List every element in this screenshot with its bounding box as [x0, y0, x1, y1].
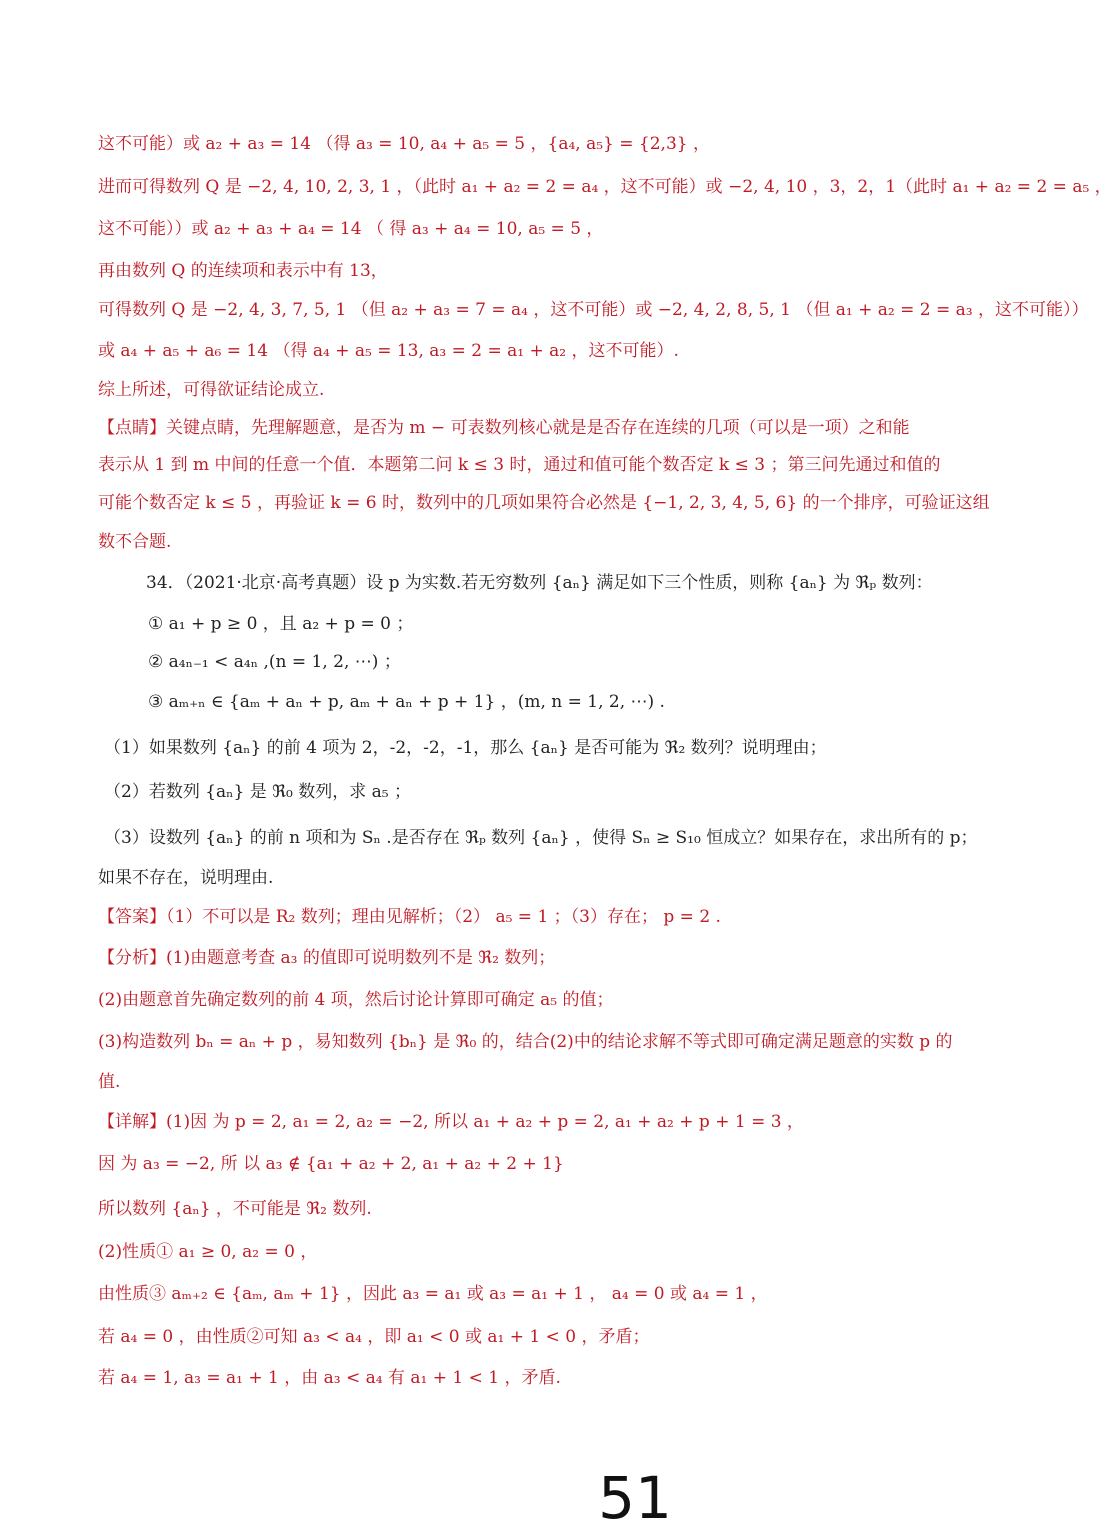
- text-line: 因 为 a₃ = −2, 所 以 a₃ ∉ {a₁ + a₂ + 2, a₁ + a₂ + 2 + 1}: [98, 1154, 564, 1174]
- subquestion-1: （1）如果数列 {aₙ} 的前 4 项为 2，-2，-2，-1，那么 {aₙ} 是否可能为 ℜ₂ 数列？说明理由；: [104, 738, 827, 758]
- subquestion-3: （3）设数列 {aₙ} 的前 n 项和为 Sₙ .是否存在 ℜₚ 数列 {aₙ} ，使得 Sₙ ≥ S₁₀ 恒成立？如果存在，求出所有的 p；: [104, 828, 978, 848]
- answer-line: 【答案】（1）不可以是 R₂ 数列；理由见解析；（2） a₅ = 1 ；（3）存在； p = 2 .: [98, 907, 721, 927]
- text-line: 这不可能））或 a₂ + a₃ + a₄ = 14 （ 得 a₃ + a₄ = 10, a₅ = 5 ，: [98, 219, 604, 239]
- text-line: 进而可得数列 Q 是 −2, 4, 10, 2, 3, 1 ，（此时 a₁ + a₂ = 2 = a₄ ，这不可能）或 −2, 4, 10 ，3，2，1（此时 a₁ + a₂ = 2 = a₅ ，: [98, 177, 1112, 197]
- question-title: 34．（2021·北京·高考真题）设 p 为实数.若无穷数列 {aₙ} 满足如下三个性质，则称 {aₙ} 为 ℜₚ 数列：: [146, 573, 933, 593]
- text-line: 【点睛】关键点睛，先理解题意，是否为 m − 可表数列核心就是是否存在连续的几项（可以是一项）之和能: [98, 418, 910, 438]
- solution-line: 【详解】(1)因 为 p = 2, a₁ = 2, a₂ = −2, 所以 a₁ + a₂ + p = 2, a₁ + a₂ + p + 1 = 3 ，: [98, 1112, 804, 1132]
- text-line: 由性质③ aₘ₊₂ ∈ {aₘ, aₘ + 1} ，因此 a₃ = a₁ 或 a₃ = a₁ + 1 ， a₄ = 0 或 a₄ = 1 ，: [98, 1284, 768, 1304]
- text-line: 可得数列 Q 是 −2, 4, 3, 7, 5, 1 （但 a₂ + a₃ = 7 = a₄ ，这不可能）或 −2, 4, 2, 8, 5, 1 （但 a₁ + a₂ = 2 = a₃ ，这不可能））: [98, 300, 1089, 320]
- property-2: ② a₄ₙ₋₁ < a₄ₙ ,(n = 1, 2, ⋯) ；: [148, 652, 401, 672]
- text-line: 综上所述，可得欲证结论成立.: [98, 380, 325, 400]
- text-line: (3)构造数列 bₙ = aₙ + p ，易知数列 {bₙ} 是 ℜ₀ 的，结合(2)中的结论求解不等式即可确定满足题意的实数 p 的: [98, 1032, 953, 1052]
- text-line: 数不合题.: [98, 532, 172, 552]
- page-number: 51: [598, 1464, 672, 1532]
- text-line: 所以数列 {aₙ} ，不可能是 ℜ₂ 数列.: [98, 1199, 372, 1219]
- analysis-line: 【分析】(1)由题意考查 a₃ 的值即可说明数列不是 ℜ₂ 数列；: [98, 948, 556, 968]
- text-line: 这不可能）或 a₂ + a₃ = 14 （得 a₃ = 10, a₄ + a₅ = 5 ，{a₄, a₅} = {2,3} ，: [98, 134, 710, 154]
- text-line: 表示从 1 到 m 中间的任意一个值．本题第二问 k ≤ 3 时，通过和值可能个数否定 k ≤ 3 ；第三问先通过和值的: [98, 455, 941, 475]
- text-line: 若 a₄ = 0 ，由性质②可知 a₃ < a₄ ，即 a₁ < 0 或 a₁ + 1 < 0 ，矛盾；: [98, 1327, 650, 1347]
- subquestion-2: （2）若数列 {aₙ} 是 ℜ₀ 数列，求 a₅ ；: [104, 782, 411, 802]
- text-line: 可能个数否定 k ≤ 5 ，再验证 k = 6 时，数列中的几项如果符合必然是 {−1, 2, 3, 4, 5, 6} 的一个排序，可验证这组: [98, 493, 990, 513]
- text-line: 或 a₄ + a₅ + a₆ = 14 （得 a₄ + a₅ = 13, a₃ = 2 = a₁ + a₂ ，这不可能）.: [98, 341, 679, 361]
- text-line: 如果不存在，说明理由.: [98, 868, 274, 888]
- text-line: 值.: [98, 1072, 121, 1092]
- property-3: ③ aₘ₊ₙ ∈ {aₘ + aₙ + p, aₘ + aₙ + p + 1} ，(m, n = 1, 2, ⋯) .: [148, 692, 665, 712]
- property-1: ① a₁ + p ≥ 0 ，且 a₂ + p = 0 ；: [148, 614, 414, 634]
- text-line: (2)性质① a₁ ≥ 0, a₂ = 0 ，: [98, 1242, 318, 1262]
- text-line: (2)由题意首先确定数列的前 4 项，然后讨论计算即可确定 a₅ 的值；: [98, 990, 614, 1010]
- text-line: 再由数列 Q 的连续项和表示中有 13，: [98, 261, 388, 281]
- text-line: 若 a₄ = 1, a₃ = a₁ + 1 ，由 a₃ < a₄ 有 a₁ + 1 < 1 ，矛盾.: [98, 1368, 561, 1388]
